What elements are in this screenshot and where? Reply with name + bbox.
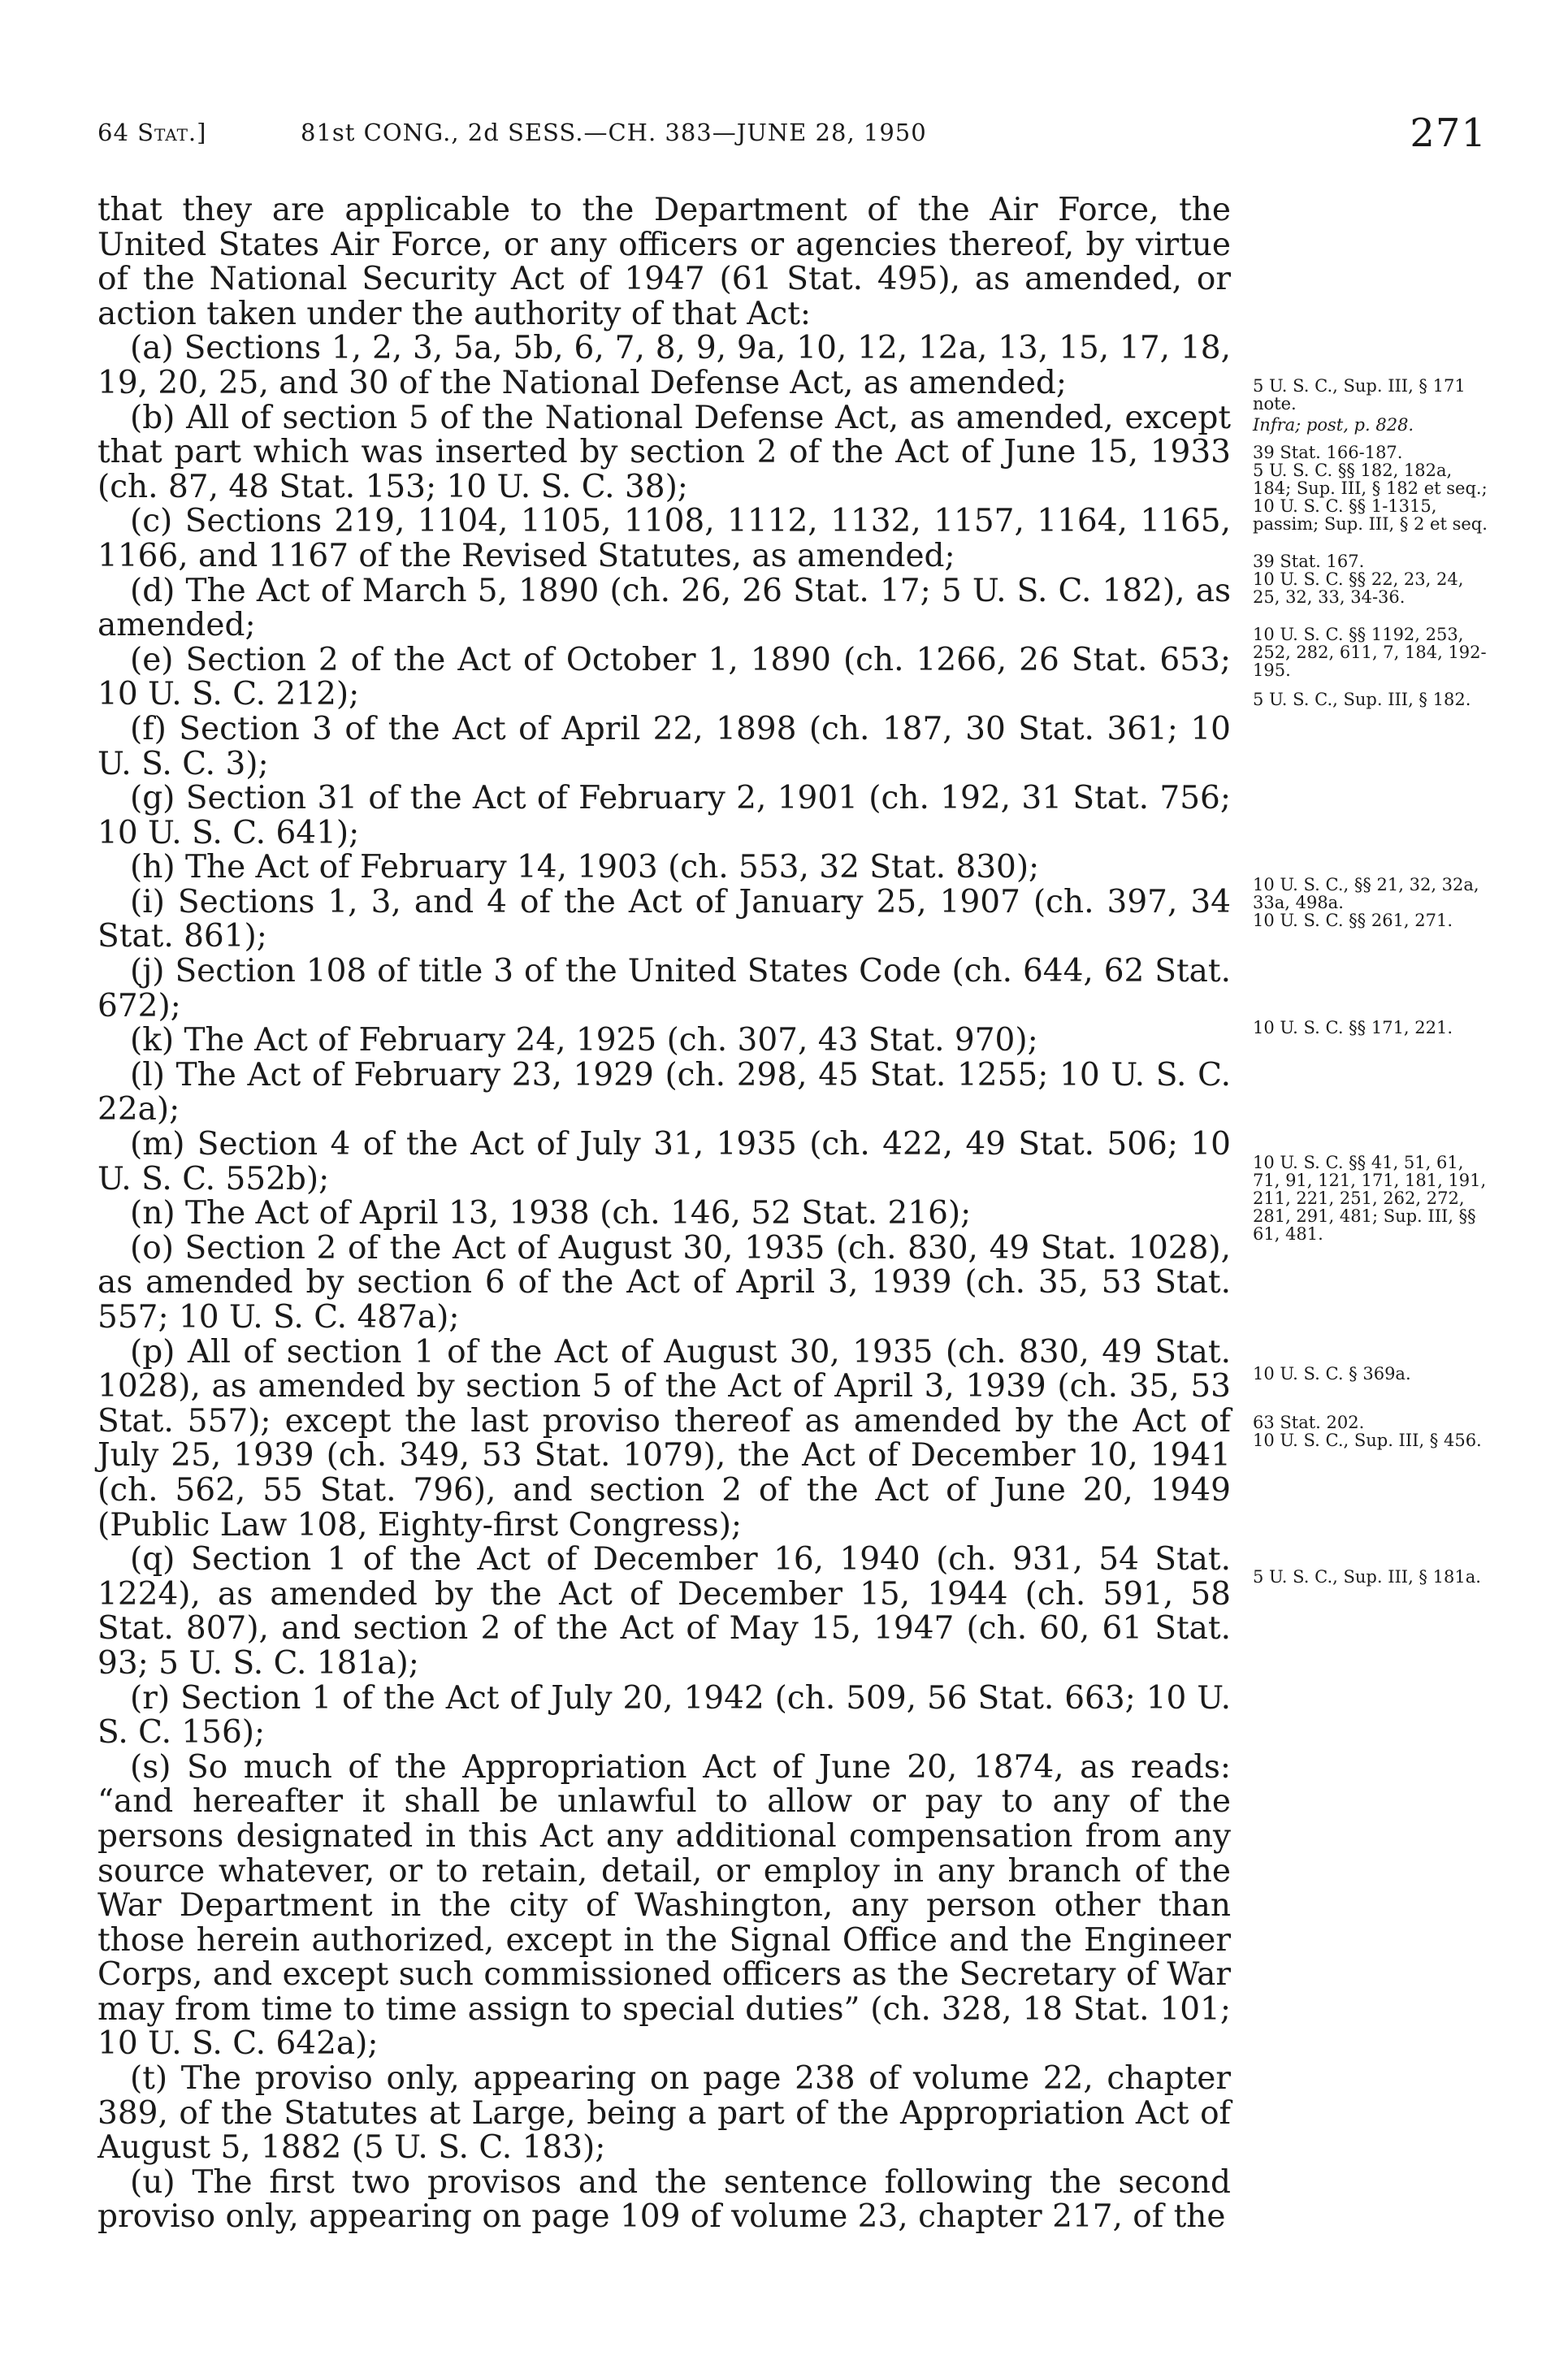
- paragraph: (g) Section 31 of the Act of February 2, 1901 (ch. 192, 31 Stat. 756; 10 U. S. C. 641);: [97, 780, 1231, 851]
- statute-body: [97, 193, 1231, 2235]
- margin-note: 10 U. S. C., §§ 21, 32, 32a, 33a, 498a.: [1253, 875, 1479, 912]
- margin-note: 10 U. S. C. §§ 41, 51, 61, 71, 91, 121, 171, 181, 191, 211, 221, 251, 262, 272, 281, 291, 481; Sup. III, §§ 61, 481.: [1253, 1153, 1487, 1244]
- paragraph: (e) Section 2 of the Act of October 1, 1890 (ch. 1266, 26 Stat. 653; 10 U. S. C. 212);: [97, 641, 1231, 713]
- paragraph: (n) The Act of April 13, 1938 (ch. 146, 52 Stat. 216);: [130, 1195, 972, 1232]
- statute-volume-label: 64 Stat.]: [97, 119, 207, 146]
- paragraph: that they are applicable to the Department of the Air Force, the United States Air Force, or any officers or agencies thereof, by virtue of the National Security Act of 1947 (61 Stat. 495), as amended, or action taken under the authority of that Act:: [97, 192, 1231, 332]
- paragraph: (m) Section 4 of the Act of July 31, 1935 (ch. 422, 49 Stat. 506; 10 U. S. C. 552b);: [97, 1126, 1231, 1197]
- paragraph: (d) The Act of March 5, 1890 (ch. 26, 26 Stat. 17; 5 U. S. C. 182), as amended;: [97, 572, 1231, 644]
- margin-note: 39 Stat. 167.: [1253, 552, 1365, 571]
- margin-note: 5 U. S. C., Sup. III, § 182.: [1253, 690, 1471, 709]
- session-chapter-date: 81st CONG., 2d SESS.—CH. 383—JUNE 28, 1950: [301, 119, 927, 146]
- margin-note: 63 Stat. 202.: [1253, 1413, 1365, 1432]
- paragraph: (o) Section 2 of the Act of August 30, 1935 (ch. 830, 49 Stat. 1028), as amended by section 6 of the Act of April 3, 1939 (ch. 35, 53 Stat. 557; 10 U. S. C. 487a);: [97, 1229, 1231, 1336]
- paragraph: (a) Sections 1, 2, 3, 5a, 5b, 6, 7, 8, 9, 9a, 10, 12, 12a, 13, 15, 17, 18, 19, 20, 25, and 30 of the National Defense Act, as amended;: [97, 330, 1231, 401]
- paragraph: (u) The first two provisos and the sentence following the second proviso only, appearing on page 109 of volume 23, chapter 217, of the: [97, 2163, 1231, 2236]
- margin-note: 10 U. S. C. §§ 22, 23, 24, 25, 32, 33, 34-36.: [1253, 569, 1464, 607]
- margin-note: 5 U. S. C. §§ 182, 182a, 184; Sup. III, § 182 et seq.; 10 U. S. C. §§ 1-1315, passim; Sup. III, § 2 et seq.: [1253, 461, 1488, 534]
- margin-note: 10 U. S. C. §§ 1192, 253, 252, 282, 611, 7, 184, 192-195.: [1253, 625, 1487, 680]
- paragraph: (l) The Act of February 23, 1929 (ch. 298, 45 Stat. 1255; 10 U. S. C. 22a);: [97, 1056, 1231, 1128]
- paragraph: (f) Section 3 of the Act of April 22, 1898 (ch. 187, 30 Stat. 361; 10 U. S. C. 3);: [97, 710, 1231, 782]
- margin-note: 10 U. S. C. §§ 171, 221.: [1253, 1018, 1453, 1037]
- running-head: [97, 110, 1487, 167]
- paragraph: (i) Sections 1, 3, and 4 of the Act of January 25, 1907 (ch. 397, 34 Stat. 861);: [97, 883, 1231, 955]
- paragraph: (q) Section 1 of the Act of December 16, 1940 (ch. 931, 54 Stat. 1224), as amended by the Act of December 15, 1944 (ch. 591, 58 Stat. 807), and section 2 of the Act of May 15, 1947 (ch. 60, 61 Stat. 93; 5 U. S. C. 181a);: [97, 1541, 1231, 1682]
- paragraph: (s) So much of the Appropriation Act of June 20, 1874, as reads: “and hereafter it shall be unlawful to allow or pay to any of the persons designated in this Act any additional compensation from any source whatever, or to retain, detail, or employ in any branch of the War Department in the city of Washington, any person other than those herein authorized, except in the Signal Office and the Engineer Corps, and except such commissioned officers as the Secretary of War may from time to time assign to special duties” (ch. 328, 18 Stat. 101; 10 U. S. C. 642a);: [97, 1748, 1231, 2063]
- margin-note: 5 U. S. C., Sup. III, § 181a.: [1253, 1567, 1481, 1587]
- margin-note: 10 U. S. C. § 369a.: [1253, 1364, 1411, 1384]
- paragraph: (h) The Act of February 14, 1903 (ch. 553, 32 Stat. 830);: [130, 849, 1040, 886]
- margin-note: 10 U. S. C., Sup. III, § 456.: [1253, 1431, 1482, 1450]
- paragraph: (p) All of section 1 of the Act of August 30, 1935 (ch. 830, 49 Stat. 1028), as amended by section 5 of the Act of April 3, 1939 (ch. 35, 53 Stat. 557); except the last proviso thereof as amended by the Act of July 25, 1939 (ch. 349, 53 Stat. 1079), the Act of December 10, 1941 (ch. 562, 55 Stat. 796), and section 2 of the Act of June 20, 1949 (Public Law 108, Eighty-first Congress);: [97, 1333, 1231, 1544]
- paragraph: (t) The proviso only, appearing on page 238 of volume 22, chapter 389, of the Statutes at Large, being a part of the Appropriation Act of August 5, 1882 (5 U. S. C. 183);: [97, 2060, 1231, 2167]
- paragraph: (r) Section 1 of the Act of July 20, 1942 (ch. 509, 56 Stat. 663; 10 U. S. C. 156);: [97, 1679, 1231, 1752]
- paragraph: (c) Sections 219, 1104, 1105, 1108, 1112, 1132, 1157, 1164, 1165, 1166, and 1167 of the Revised Statutes, as amended;: [97, 503, 1231, 574]
- paragraph: (k) The Act of February 24, 1925 (ch. 307, 43 Stat. 970);: [130, 1022, 1038, 1059]
- margin-note: Infra; post, p. 828.: [1253, 415, 1414, 435]
- margin-note: 10 U. S. C. §§ 261, 271.: [1253, 911, 1453, 930]
- paragraph: (b) All of section 5 of the National Defense Act, as amended, except that part which was inserted by section 2 of the Act of June 15, 1933 (ch. 87, 48 Stat. 153; 10 U. S. C. 38);: [97, 399, 1231, 505]
- paragraph: (j) Section 108 of title 3 of the United States Code (ch. 644, 62 Stat. 672);: [97, 953, 1231, 1024]
- margin-note: 39 Stat. 166-187.: [1253, 443, 1403, 462]
- margin-note: 5 U. S. C., Sup. III, § 171 note.: [1253, 376, 1466, 414]
- page-number: 271: [1410, 110, 1487, 156]
